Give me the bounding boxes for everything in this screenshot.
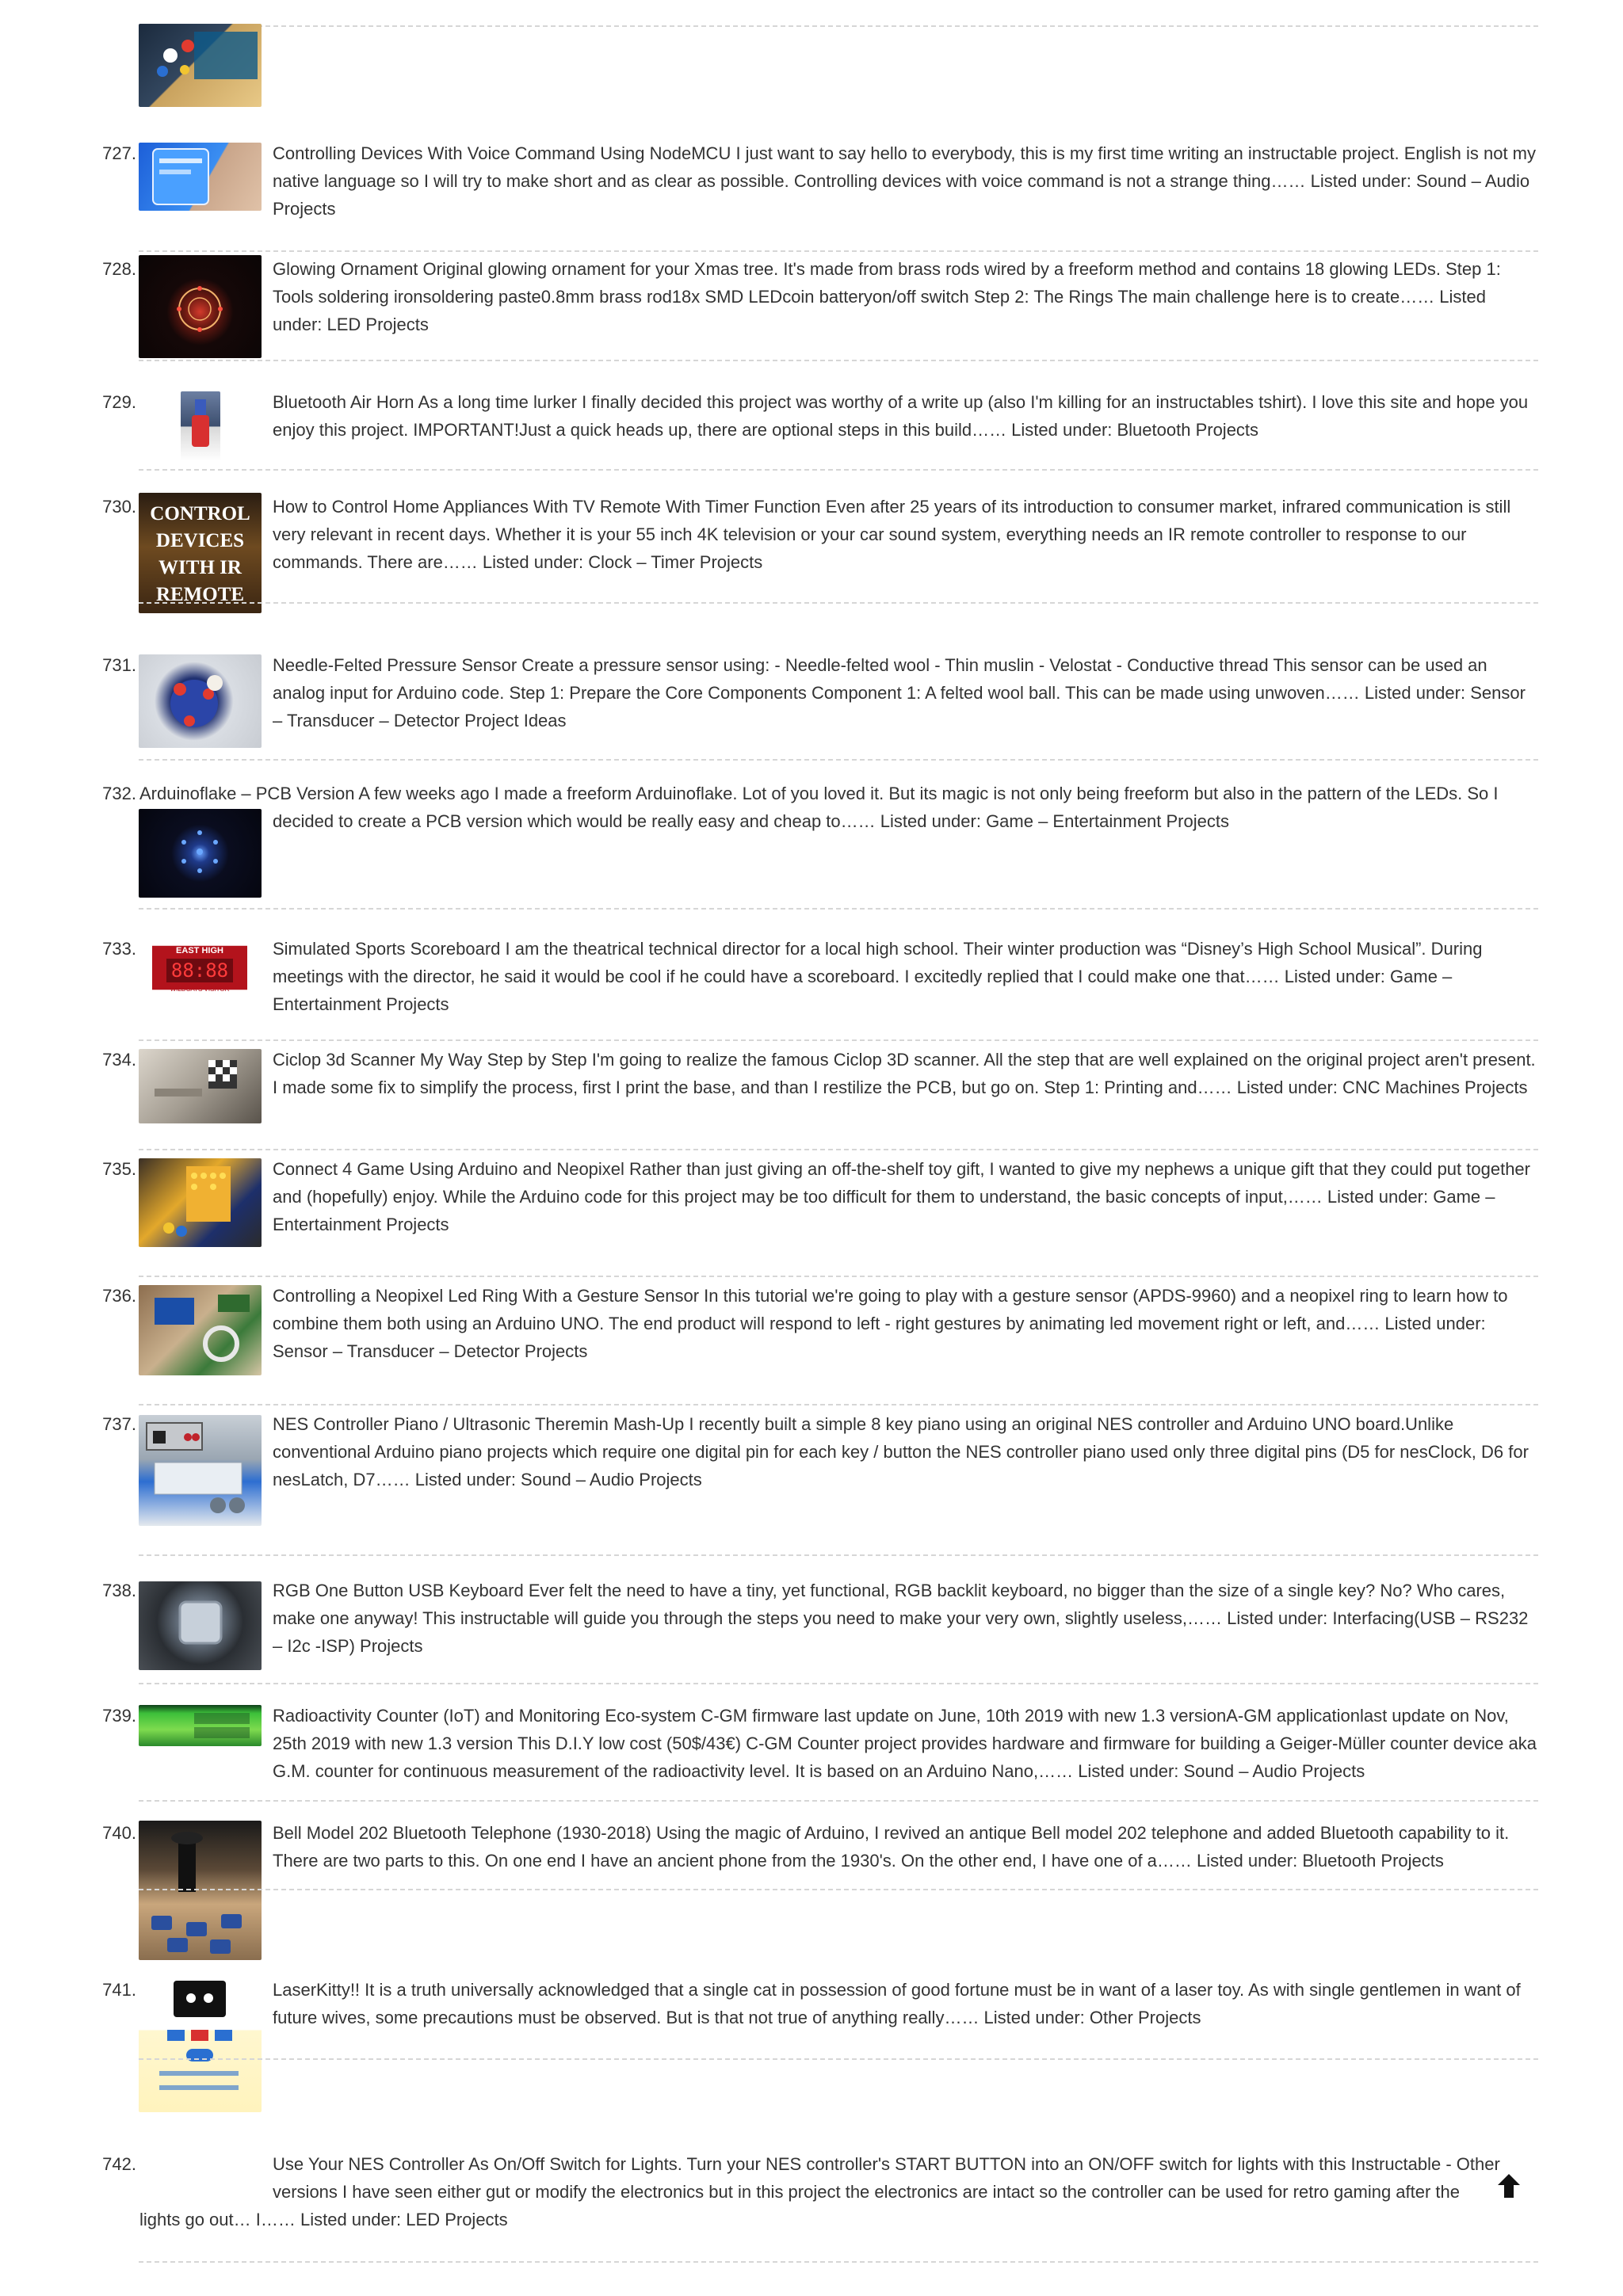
- project-thumbnail[interactable]: [139, 1049, 262, 1123]
- separator: [139, 2058, 1538, 2060]
- item-number: 730.: [102, 497, 136, 517]
- item-number: 735.: [102, 1159, 136, 1179]
- item-number: 742.: [102, 2154, 136, 2174]
- project-description[interactable]: How to Control Home Appliances With TV Remote With Timer Function Even after 25 years of its introduction to consumer market, infrared communication is still very relevant in recent days. Whether it is your 55 inch 4K television or your car sound system, everything needs an IR remote controller to response to our commands. There are…… Listed under: Clock – Timer Projects: [273, 497, 1511, 572]
- item-number: 740.: [102, 1823, 136, 1843]
- rgb-keyboard-icon: [139, 1581, 262, 1670]
- thumbnail-caption: CONTROL DEVICES WITH IR REMOTE: [150, 503, 250, 605]
- neopixel-ring-icon: [139, 1285, 262, 1375]
- separator: [139, 759, 1538, 761]
- project-thumbnail[interactable]: [139, 1415, 262, 1526]
- project-thumbnail[interactable]: [152, 940, 247, 998]
- separator: [139, 2261, 1538, 2263]
- separator: [139, 1554, 1538, 1556]
- separator: [139, 469, 1538, 471]
- separator: [139, 250, 1538, 252]
- air-horn-icon: [181, 391, 220, 461]
- project-description[interactable]: Connect 4 Game Using Arduino and Neopixel Rather than just giving an off-the-shelf toy gift, I wanted to give my nephews a unique gift that they could put together and (hopefully) enjoy. While the Arduino code for this project may be too difficult for them to understand, the basic concepts of input,…… Listed under: Game – Entertainment Projects: [273, 1159, 1530, 1234]
- separator: [139, 1404, 1538, 1405]
- separator: [139, 1039, 1538, 1041]
- project-thumbnail[interactable]: [139, 1158, 262, 1247]
- smartphone-voice-icon: [139, 143, 262, 211]
- project-description-line[interactable]: Use Your NES Controller As On/Off Switch for Lights. Turn your NES controller's START BUTTON into an ON/OFF switch for lights with this Instructable - Other: [273, 2154, 1500, 2174]
- item-number: 741.: [102, 1980, 136, 2000]
- project-description[interactable]: [139, 780, 1538, 835]
- item-number: 736.: [102, 1286, 136, 1306]
- item-number: 731.: [102, 655, 136, 675]
- project-description[interactable]: Controlling Devices With Voice Command Using NodeMCU I just want to say hello to everybody, this is my first time writing an instructable project. English is not my native language so I will try to make short and as clear as possible. Controlling devices with voice command is not a strange thing…… Listed under: Sound – Audio Projects: [273, 143, 1536, 219]
- separator: [139, 908, 1538, 910]
- project-description[interactable]: Bell Model 202 Bluetooth Telephone (1930-2018) Using the magic of Arduino, I revived an antique Bell model 202 telephone and added Bluetooth capability to it. There are two parts to this. On one end I have an ancient phone from the 1930's. On the other end, I have one of a…… Listed under: Bluetooth Projects: [273, 1823, 1510, 1871]
- project-description[interactable]: Glowing Ornament Original glowing ornament for your Xmas tree. It's made from brass rods wired by a freeform method and contains 18 glowing LEDs. Step 1: Tools soldering ironsoldering paste0.8mm brass rod18x SMD LEDcoin batteryon/off switch Step 2: The Rings The main challenge here is to create…… Listed under: LED Projects: [273, 259, 1501, 334]
- arduinoflake-icon: [139, 809, 262, 898]
- item-number: 733.: [102, 939, 136, 959]
- project-description[interactable]: Bluetooth Air Horn As a long time lurker I finally decided this project was worthy of a write up (also I'm killing for an instructables tshirt). I love this site and hope you enjoy this project. IMPORTANT!Just a quick heads up, there are optional steps in this build…… Listed under: Bluetooth Projects: [273, 392, 1529, 440]
- item-number: 728.: [102, 259, 136, 279]
- project-description[interactable]: LaserKitty!! It is a truth universally acknowledged that a single cat in possession of good fortune must be in want of a laser toy. As with single gentlemen in want of future wives, some precautions must be observed. But is that not true of anything really…… Listed under: Other Projects: [273, 1980, 1521, 2027]
- project-thumbnail[interactable]: [139, 24, 262, 107]
- project-thumbnail[interactable]: [139, 1285, 262, 1375]
- separator: [139, 25, 1538, 27]
- separator: [139, 1800, 1538, 1802]
- project-description-line[interactable]: versions I have seen either gut or modify the electronics but in this project the electronics are intact so the controller can be used for retro gaming after the: [273, 2182, 1461, 2202]
- arrow-up-icon: [1495, 2172, 1523, 2199]
- project-description[interactable]: Radioactivity Counter (IoT) and Monitoring Eco-system C-GM firmware last update on June, 10th 2019 with new 1.3 versionA-GM applicationlast update on Nov, 25th 2019 with new 1.3 version This D.I.Y low cost (50$/43€) C-GM Counter project provides hardware and firmware for building a Geiger-Müller counter device aka G.M. counter for continuous measurement of the radioactivity level. It is based on an Arduino Nano,…… Listed under: Sound – Audio Projects: [273, 1706, 1537, 1781]
- scroll-to-top-button[interactable]: [1495, 2172, 1523, 2199]
- project-thumbnail[interactable]: [139, 1974, 262, 2112]
- item-number: 737.: [102, 1414, 136, 1434]
- project-description-text: Arduinoflake – PCB Version A few weeks ago I made a freeform Arduinoflake. Lot of you loved it. But its magic is not only being freeform but also in the pattern of the LEDs. So I decided to create a PCB version which would be really easy and cheap to…… Listed under: Game – Entertainment Projects: [139, 784, 1499, 831]
- project-description[interactable]: Ciclop 3d Scanner My Way Step by Step I'm going to realize the famous Ciclop 3D scanner. All the step that are well explained on the original project aren't present. I made some fix to simplify the process, first I print the base, and than I restilize the PCB, but go on. Step 1: Printing and…… Listed under: CNC Machines Projects: [273, 1050, 1536, 1097]
- separator: [139, 1683, 1538, 1684]
- project-description[interactable]: Needle-Felted Pressure Sensor Create a pressure sensor using: - Needle-felted wool - Thin muslin - Velostat - Conductive thread This sensor can be used an analog input for Arduino code. Step 1: Prepare the Core Components Component 1: A felted wool ball. This can be made using unwoven…… Listed under: Sensor – Transducer – Detector Project Ideas: [273, 655, 1526, 730]
- project-thumbnail[interactable]: [139, 143, 262, 211]
- project-thumbnail[interactable]: [139, 493, 262, 613]
- arduino-board-icon: [139, 24, 262, 107]
- project-description[interactable]: Controlling a Neopixel Led Ring With a Gesture Sensor In this tutorial we're going to play with a gesture sensor (APDS-9960) and a neopixel ring to learn how to combine them both using an Arduino UNO. The end product will respond to left - right gestures by animating led movement right or left, and…… Listed under: Sensor – Transducer – Detector Projects: [273, 1286, 1508, 1361]
- project-thumbnail[interactable]: [139, 1705, 262, 1746]
- separator: [139, 360, 1538, 361]
- separator: [139, 1276, 1538, 1277]
- scoreboard-digits: 88:88: [166, 959, 233, 982]
- item-number: 732.: [102, 784, 136, 803]
- glowing-ornament-icon: [139, 255, 262, 358]
- separator: [139, 1889, 1538, 1890]
- ciclop-scanner-icon: [139, 1049, 262, 1123]
- project-description[interactable]: Simulated Sports Scoreboard I am the theatrical technical director for a local high school. Their winter production was “Disney’s High School Musical”. During meetings with the director, he said it would be cool if he could have a scoreboard. I excitedly replied that I could make one that…… Listed under: Game – Entertainment Projects: [273, 939, 1483, 1014]
- item-number: 727.: [102, 143, 136, 163]
- felted-sensor-icon: [139, 654, 262, 748]
- separator: [139, 602, 1538, 604]
- connect-four-icon: [139, 1158, 262, 1247]
- project-thumbnail[interactable]: [139, 1581, 262, 1670]
- project-thumbnail[interactable]: [181, 391, 220, 461]
- bell-telephone-icon: [139, 1821, 262, 1960]
- project-thumbnail[interactable]: [139, 809, 262, 898]
- project-thumbnail[interactable]: [139, 1821, 262, 1960]
- item-number: 734.: [102, 1050, 136, 1070]
- scoreboard-subtitle: WILDCATS VISITOR: [170, 986, 230, 993]
- nes-piano-icon: [139, 1415, 262, 1526]
- item-number: 729.: [102, 392, 136, 412]
- geiger-counter-icon: [139, 1705, 262, 1746]
- item-number: 739.: [102, 1706, 136, 1726]
- project-description[interactable]: RGB One Button USB Keyboard Ever felt the need to have a tiny, yet functional, RGB backlit keyboard, no bigger than the size of a single key? No? Who cares, make one anyway! This instructable will guide you through the steps you need to make your very own, slightly useless,…… Listed under: Interfacing(USB – RS232 – I2c -ISP) Projects: [273, 1581, 1529, 1656]
- laserkitty-icon: [139, 1974, 262, 2112]
- project-thumbnail[interactable]: [139, 255, 262, 358]
- project-thumbnail[interactable]: [139, 654, 262, 748]
- separator: [139, 1149, 1538, 1150]
- scoreboard-title: EAST HIGH: [176, 946, 223, 955]
- item-number: 738.: [102, 1581, 136, 1600]
- project-description-line[interactable]: lights go out… I…… Listed under: LED Projects: [139, 2210, 508, 2229]
- project-description[interactable]: NES Controller Piano / Ultrasonic Theremin Mash-Up I recently built a simple 8 key piano using an original NES controller and Arduino UNO board.Unlike conventional Arduino piano projects which require one digital pin for each key / button the NES controller piano used only three digital pins (D5 for nesClock, D6 for nesLatch, D7…… Listed under: Sound – Audio Projects: [273, 1414, 1529, 1489]
